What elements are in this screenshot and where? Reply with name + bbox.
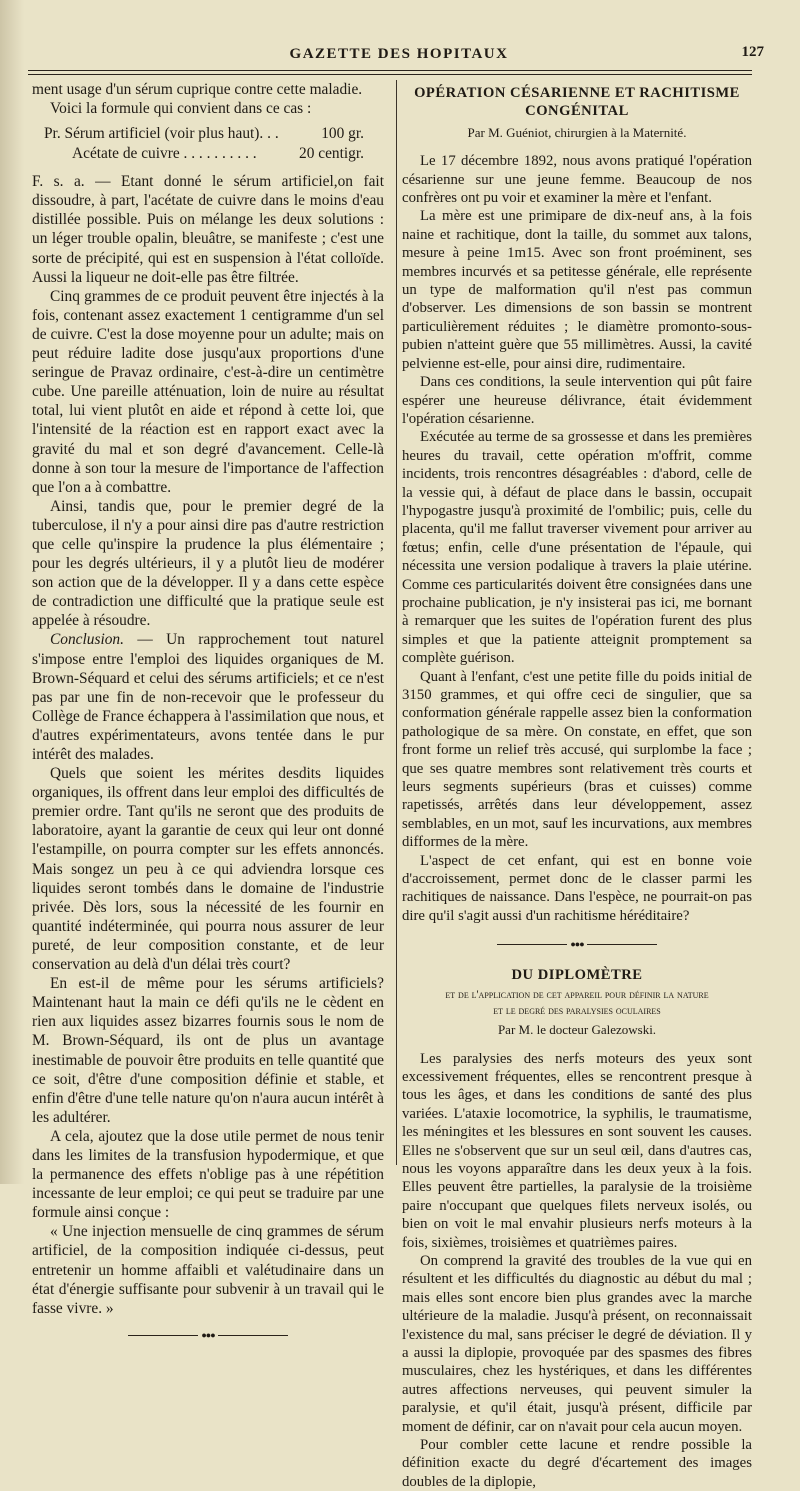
left-column [32, 80, 384, 1345]
formula-quantity: 100 gr. [321, 125, 364, 143]
paragraph: A cela, ajoutez que la dose utile permet de nous tenir dans les limites de la transfusion hypodermique, et que la permanence des effets n'oblige pas à une répétition incessante de leur emploi; ce qui peut se traduire par une formule ainsi conçue : [32, 1127, 384, 1222]
article-author: Par M. le docteur Galezowski. [497, 1022, 657, 1038]
separator-ornament: ●●● [201, 1329, 215, 1340]
conclusion-lead: Conclusion. [50, 631, 124, 649]
separator-line [497, 944, 567, 945]
paragraph: ment usage d'un sérum cuprique contre cette maladie. [32, 81, 363, 98]
formula-row [32, 124, 384, 144]
section-separator [32, 1326, 384, 1345]
page-number: 127 [741, 44, 764, 60]
paragraph: Pour combler cette lacune et rendre possible la définition exacte du degré d'écartement des images doubles de la diplopie, [402, 1437, 752, 1490]
paragraph: Dans ces conditions, la seule intervention qui pût faire espérer une heureuse délivrance, était évidemment l'opération césarienne. [402, 374, 752, 427]
paragraph: On comprend la gravité des troubles de la vue qui en résultent et les difficultés du diagnostic au début du mal ; mais elles sont encore bien plus grandes avec la marche ultérieure de la maladie. Jusqu'à présent, on reconnaissait l'existence du mal, sans préciser le degré de déviation. Il y a aussi la diplopie, provoquée par des spasmes des fibres musculaires, chez les hystériques, et dans les différentes autres affections nerveuses, qui peuvent simuler la paralysie, et qu'il était, jusqu'à présent, difficile par moment de définir, car on n'avait pour cela aucun moyen. [402, 1252, 752, 1435]
paragraph [32, 630, 384, 764]
page-edge-shadow [0, 0, 24, 1184]
paragraph: Les paralysies des nerfs moteurs des yeux sont excessivement fréquentes, elles se rencontrent presque à tous les âges, et dans les conditions de santé des plus variées. L'ataxie locomotrice, la syphilis, le traumatisme, les méningites et les blessures en sont souvent les causes. Elles ne s'observent que sur un seul œil, dans d'autres cas, nous les voyons apparaître dans les deux yeux à la fois. Elles peuvent être partielles, la paralysie de la troisième paire n'occupant que quelques filets nerveux isolés, ou bien on voit le mal envahir plusieurs nerfs moteurs à la fois, sixièmes, troisièmes et quatrièmes paires. [402, 1050, 752, 1251]
article-heading: DU DIPLOMÈTRE [511, 966, 643, 983]
section-separator [402, 935, 752, 953]
conclusion-text: — Un rapprochement tout naturel s'impose entre l'emploi des liquides organiques de M. Brown-Séquard et celui des sérums artificiels; et ce n'est pas par une fin de non-recevoir que le professeur du Collège de France échappera à l'assimilation que nous, et d'autres expérimentateurs, avons tentée dans le pur intérêt des malades. [32, 631, 384, 763]
formula-ingredient: Pr. Sérum artificiel (voir plus haut). . . [44, 125, 279, 143]
separator-line [128, 1335, 198, 1336]
paragraph: Ainsi, tandis que, pour le premier degré de la tuberculose, il n'y a pour ainsi dire pas d'autre restriction que celle qu'inspire la prudence la plus élémentaire ; pour les degrés ultérieurs, il y a plutôt lieu de modérer son action que de la développer. Il y a dans cette espèce de contradiction une difficulté que la pratique seule est appelée à résoudre. [32, 497, 384, 630]
paragraph: En est-il de même pour les sérums artificiels? Maintenant haut la main ce défi qu'ils ne le cèdent en rien aux liquides assez bizarres fournis sous le nom de M. Brown-Séquard, ils ont de plus un avantage inestimable de pouvoir être produits en telle quantité que ce soit, d'être d'une composition définie et stable, et enfin d'être d'une telle nature qu'on n'aura aucun intérêt à les adultérer. [32, 975, 384, 1126]
formula-quantity: 20 centigr. [299, 145, 364, 163]
header-rule-thin [28, 74, 752, 75]
paragraph: F. s. a. — Etant donné le sérum artificiel,on fait dissoudre, à part, l'acétate de cuivre dans le moins d'eau distillée possible. Puis on mélange les deux solutions : un léger trouble opalin, bleuâtre, se manifeste ; c'est une sorte de précipité, qui est en suspension à l'état colloïde. Aussi la liqueur ne doit-elle pas être filtrée. [32, 173, 384, 286]
page-header [28, 44, 770, 68]
article-subtitle: et le degré des paralysies oculaires [493, 1005, 661, 1018]
column-divider [396, 80, 397, 1165]
paragraph: L'aspect de cet enfant, qui est en bonne voie d'accroissement, permet donc de le classer parmi les rachitiques de naissance. Dans l'espèce, ne pourrait-on pas dire qu'il s'agit aussi d'un rachitisme héréditaire? [402, 852, 752, 924]
paragraph: Cinq grammes de ce produit peuvent être injectés à la fois, contenant assez exactement 1 centigramme d'un sel de cuivre. C'est la dose moyenne pour un adulte; mais on peut réduire ladite dose jusqu'aux proportions d'une seringue de Pravaz ordinaire, c'est-à-dire un centimètre cube. Une pareille atténuation, loin de nuire au résultat total, lui vient plutôt en aide et répond à cette loi, que l'intensité de la réaction est en rapport exact avec la gravité du mal et son degré d'avancement. Celle-là donne à son tour la mesure de l'importance de l'affection que l'on a à combattre. [32, 287, 384, 496]
separator-line [218, 1335, 288, 1336]
right-column [402, 84, 752, 1491]
formula-block [32, 124, 384, 164]
separator-line [587, 944, 657, 945]
header-rule [28, 70, 752, 71]
article-subtitle: et de l'application de cet appareil pour définir la nature [445, 989, 709, 1002]
paragraph: La mère est une primipare de dix-neuf ans, à la fois naine et rachitique, dont la taille, du sommet aux talons, mesure à peine 1m15. Avec son front proéminent, ses membres incurvés et sa petitesse générale, elle représente un type de malformation qu'il n'est pas commun d'observer. Les dimensions de son bassin se montrent particulièrement réduites ; le diamètre promonto-sous-pubien n'atteint guère que 55 millimètres. Aussi, la cavité pelvienne est-elle, pour ainsi dire, rudimentaire. [402, 208, 752, 372]
paragraph: Quels que soient les mérites desdits liquides organiques, ils offrent dans leur emploi des difficultés de premier ordre. Tant qu'ils ne seront que des produits de laboratoire, ayant la garantie de ceux qui leur ont donné l'estampille, on pourra compter sur les effets annoncés. Mais songez un peu à ce qui adviendra lorsque ces liquides seront tombés dans le domaine de l'industrie privée. Dès lors, sous la nécessité de les fournir en quantité indéterminée, qui pourra nous assurer de leur pureté, de leur composition constante, et de leur conservation au delà d'un délai très court? [32, 765, 384, 974]
article-heading: OPÉRATION CÉSARIENNE ET RACHITISME CONGÉNITAL [414, 85, 740, 120]
paragraph: « Une injection mensuelle de cinq grammes de sérum artificiel, de la composition indiquée ci-dessus, peut entretenir un homme affaibli et valétudinaire dans un état d'énergie suffisante pour subvenir à un travail qui le fasse vivre. » [32, 1223, 384, 1317]
paragraph: Quant à l'enfant, c'est une petite fille du poids initial de 3150 grammes, et qui offre ceci de singulier, que sa conformation générale rappelle assez bien la conformation pathologique de sa mère. On constate, en effet, que son front forme un relief très accusé, qui surplombe la face ; que ses quatre membres sont relativement très courts et leurs segments supérieurs (bras et cuisses) comme rapetissés, arrêtés dans leur développement, assez semblables, en un mot, sauf les incurvations, aux membres difformes de la mère. [402, 668, 752, 851]
paragraph: Le 17 décembre 1892, nous avons pratiqué l'opération césarienne sur une jeune femme. Beaucoup de nos confrères ont pu voir et examiner la mère et l'enfant. [402, 153, 752, 207]
formula-row [32, 144, 384, 164]
article-author: Par M. Guéniot, chirurgien à la Maternité. [467, 124, 687, 140]
paragraph: Voici la formule qui convient dans ce cas : [50, 100, 312, 118]
separator-ornament: ●●● [570, 939, 584, 950]
journal-title: GAZETTE DES HOPITAUX [289, 46, 509, 62]
formula-ingredient: Acétate de cuivre . . . . . . . . . . [72, 145, 257, 163]
paragraph: Exécutée au terme de sa grossesse et dans les premières heures du travail, cette opération m'offrit, comme incidents, trois rencontres désagréables : d'abord, celle de la vessie qui, à défaut de place dans le bassin, occupait l'hypogastre jusqu'à proximité de l'ombilic; puis, celle du placenta, qu'il me fallut traverser vivement pour arriver au fœtus; enfin, celle d'une présentation de l'épaule, qui nécessita une version podalique à travers la plaie utérine. Comme ces particularités doivent être consignées dans une prochaine publication, je n'y insisterai pas ici, me bornant à remarquer que les suites de l'opération furent des plus simples et que la patiente atteignit promptement sa complète guérison. [402, 429, 752, 667]
